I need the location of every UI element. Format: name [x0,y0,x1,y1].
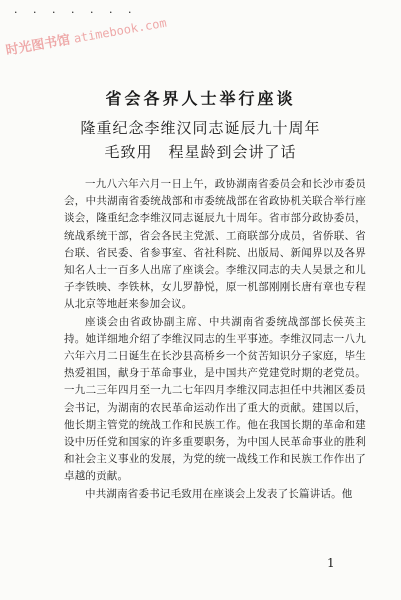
watermark-site-name: 时光图书馆 [4,32,72,59]
article-speakers: 毛致用 程星龄到会讲了话 [104,143,297,161]
article-subtitle: 隆重纪念李维汉同志诞辰九十周年 [80,119,321,137]
paragraph: 座谈会由省政协副主席、中共湖南省委统战部部长侯英主持。她详细地介绍了李维汉同志的生平事迹。李维汉同志一八九六年六月二日诞生在长沙县高桥乡一个贫苦知识分子家庭，毕生热爱祖国，献身于革命事业，是中国共产党建党时期的老党员。一九二三年四月至一九二七年四月李维汉同志担任中共湘区委员会书记，为湖南的农民革命运动作出了重大的贡献。建国以后，他长期主管党的统战工作和民族工作。他在我国长期的革命和建设中历任党和国家的许多重要职务，为中国人民革命事业的胜利和社会主义事业的发展，为党的统一战线工作和民族工作作出了卓越的贡献。 [64,315,366,483]
header-marks: · · · · · · · [14,6,138,19]
article-title: 省会各界人士举行座谈 [105,89,296,108]
paragraph: 中共湖南省委书记毛致用在座谈会上发表了长篇讲话。他 [85,487,353,500]
paragraph: 一九八六年六月一日上午，政协湖南省委员会和长沙市委员会，中共湖南省委统战部和市委统战部在省政协机关联合举行座谈会，隆重纪念李维汉同志诞辰九十周年。省市部分政协委员，统战系统干部，省会各民主党派、工商联部分成员，省侨联、省台联、省民委、省参事室、省社科院、出版局、新闻界以及各界知名人士一百多人出席了座谈会。李维汉同志的夫人吴景之和儿子李铁映、李铁林，女儿罗静悦，原一机部刚刚长唐有章也专程从北京等地赶来参加会议。 [64,178,366,311]
watermark-domain: atimebook.com [72,15,168,46]
article-body [64,176,366,503]
page-number: 1 [327,556,335,570]
